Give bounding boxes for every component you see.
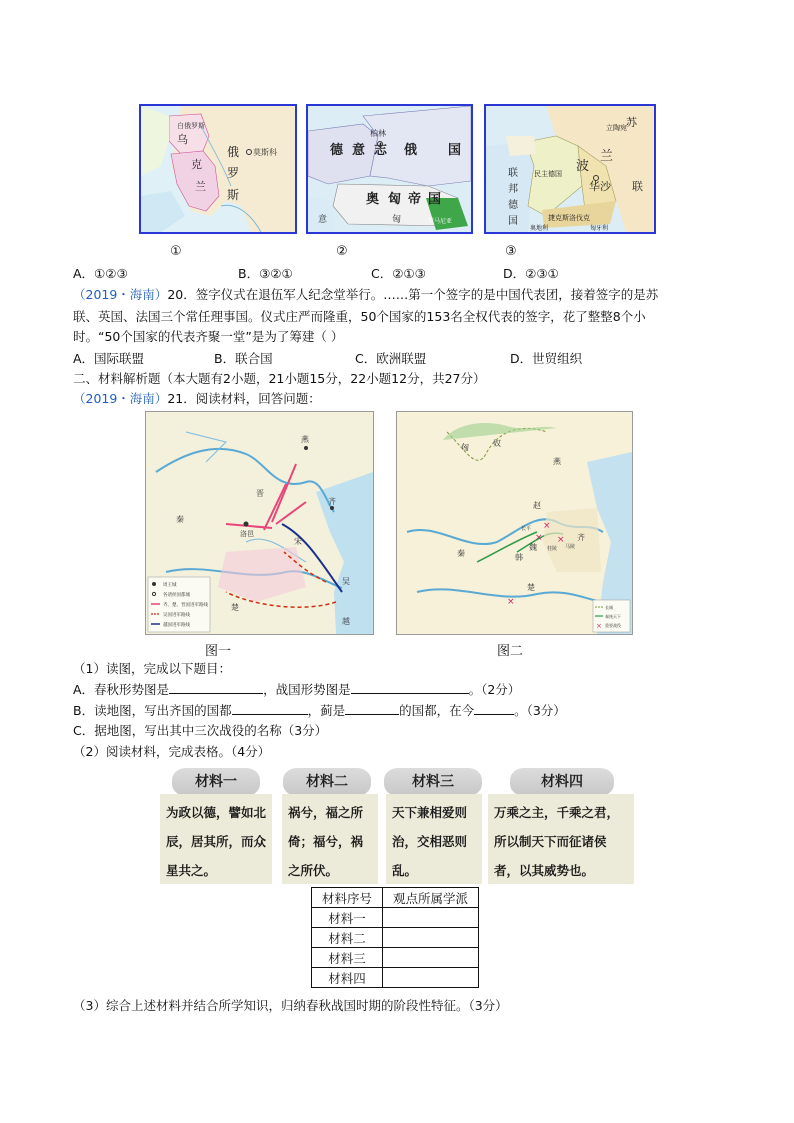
q21-part3: （3）综合上述材料并结合所学知识，归纳春秋战国时期的阶段性特征。（3分） <box>73 998 508 1013</box>
fig2-label-chu: 楚 <box>527 583 535 592</box>
map2-label-berlin: 柏林 <box>370 129 386 138</box>
q21-partA-text2: ，战国形势图是 <box>263 682 351 697</box>
q20-text1: 20．签字仪式在退伍军人纪念堂举行。……第一个签字的是中国代表团，接着签字的是苏 <box>167 287 659 302</box>
map2-label-guo: 国 <box>448 143 462 158</box>
q21-partB-blank1[interactable] <box>232 702 308 715</box>
fig1-legend-0: 周王城 <box>163 583 177 588</box>
fig2-label-han: 韩 <box>515 553 523 562</box>
fig2-legend-0: 长城 <box>605 605 613 610</box>
table-answer-cell[interactable] <box>383 928 479 948</box>
map-wwi-europe <box>306 104 473 234</box>
q20-line2: 联、英国、法国三个常任理事国。仪式庄严而隆重，50个国家的153名全权代表的签字，花了整整8个小 <box>73 309 646 324</box>
q21-partA-blank1[interactable] <box>169 681 263 694</box>
fig1-label-chu: 楚 <box>231 603 239 612</box>
map2-label-di: 帝 <box>408 192 422 207</box>
q20-options <box>73 349 733 367</box>
fig1-label-luoyi: 洛邑 <box>240 530 254 538</box>
fig1-legend-4: 越国进军路线 <box>163 623 190 628</box>
q19-option-c[interactable]: C．②①③ <box>371 266 426 281</box>
table-row <box>312 968 479 988</box>
q21-partB-text3: 的国都，在今 <box>399 703 475 718</box>
fig2-label-maling: 马陵 <box>565 544 576 550</box>
q19-option-d[interactable]: D．②③① <box>503 266 559 281</box>
q21-stem: 21．阅读材料，回答问题： <box>167 391 321 406</box>
q21-part1: （1）读图，完成以下题目： <box>73 661 231 676</box>
table-row-label: 材料三 <box>312 948 383 968</box>
map3-label-czech: 捷克斯洛伐克 <box>548 214 590 222</box>
q20-line1 <box>73 286 658 304</box>
map1-label-luo: 罗 <box>227 166 240 180</box>
map2-marker: ② <box>336 244 348 259</box>
q20-source: （2019・海南） <box>73 287 168 302</box>
fig2-legend-1: 秦统天下 <box>605 614 621 619</box>
fig1-label-jin: 晋 <box>256 489 264 498</box>
map3-label-su: 苏 <box>626 116 637 129</box>
q21-partA-text1: A．春秋形势图是 <box>73 682 170 697</box>
map3-label-lan: 兰 <box>600 149 614 164</box>
map1-label-e: 俄 <box>227 145 240 159</box>
q21-partB-blank3[interactable] <box>474 702 514 715</box>
fig2-label-qin: 秦 <box>457 549 465 558</box>
map2-label-zhi: 志 <box>374 143 388 158</box>
map1-label-si: 斯 <box>227 188 240 202</box>
map2-label-e: 俄 <box>404 143 418 158</box>
table-answer-cell[interactable] <box>383 948 479 968</box>
fig1-label-yue: 越 <box>342 617 350 626</box>
material1-text: 为政以德，譬如北辰，居其所，而众星共之。 <box>160 794 272 884</box>
q21-partB <box>73 702 566 720</box>
fig2-label-yan: 燕 <box>553 457 561 466</box>
fig2-legend-2: 重要战役 <box>605 623 621 628</box>
map3-label-bang: 邦 <box>508 184 518 195</box>
table-row-label: 材料二 <box>312 928 383 948</box>
q20-option-d[interactable]: D．世贸组织 <box>510 351 583 366</box>
fig2-label-guiling: 桂陵 <box>547 546 558 552</box>
map2-label-de: 德 <box>330 143 344 158</box>
table-header-row <box>312 888 479 908</box>
q19-options <box>73 264 733 282</box>
map3-label-gdr: 民主德国 <box>534 170 562 178</box>
map2-label-yi: 意 <box>352 143 366 158</box>
figure1-caption: 图一 <box>205 644 232 659</box>
map3-label-hungary: 匈牙利 <box>590 225 609 232</box>
svg-text:×: × <box>543 521 551 531</box>
fig2-label-zhao: 赵 <box>533 501 541 510</box>
q19-option-b[interactable]: B．③②① <box>238 266 293 281</box>
table-row <box>312 928 479 948</box>
fig1-label-qi: 齐 <box>328 497 336 506</box>
map1-label-ke: 克 <box>191 158 202 171</box>
table-row <box>312 908 479 928</box>
q20-option-b[interactable]: B．联合国 <box>214 351 273 366</box>
table-row-label: 材料四 <box>312 968 383 988</box>
q21-header <box>73 390 321 408</box>
q21-partC: C．据地图，写出其中三次战役的名称（3分） <box>73 723 328 738</box>
fig2-label-wei: 魏 <box>529 543 537 552</box>
fig2-label-nu: 奴 <box>493 439 501 448</box>
map3-label-warsaw: 华沙 <box>589 180 611 193</box>
table-row-label: 材料一 <box>312 908 383 928</box>
figure2-map <box>396 411 633 635</box>
fig1-label-yan: 燕 <box>301 435 309 444</box>
q19-option-a[interactable]: A．①②③ <box>73 266 128 281</box>
map1-label-lan: 兰 <box>195 180 206 193</box>
svg-text:×: × <box>557 535 565 545</box>
q21-partA <box>73 681 520 699</box>
map3-label-de: 德 <box>508 200 518 211</box>
q21-partB-blank2[interactable] <box>345 702 399 715</box>
q21-partA-blank2[interactable] <box>351 681 469 694</box>
fig1-legend-2: 齐、楚、晋国进军路线 <box>163 603 208 608</box>
map3-label-austria: 奥地利 <box>530 225 549 232</box>
q21-partB-text4: 。（3分） <box>514 703 566 718</box>
material2-text: 祸兮，福之所倚；福兮，祸之所伏。 <box>282 794 378 884</box>
svg-text:×: × <box>596 622 602 630</box>
svg-text:×: × <box>535 533 543 543</box>
q21-partA-text3: 。（2分） <box>468 682 521 697</box>
fig1-label-qin: 秦 <box>176 515 184 524</box>
fig1-label-wu: 吴 <box>342 577 350 586</box>
fig1-legend-1: 各诸侯国都城 <box>163 593 190 598</box>
fig2-label-qi: 齐 <box>577 533 585 542</box>
table-header-col2: 观点所属学派 <box>383 888 479 908</box>
section2-heading: 二、材料解析题（本大题有2小题，21小题15分，22小题12分，共27分） <box>73 371 486 386</box>
material4-text: 万乘之主，千乘之君，所以制天下而征诸侯者，以其威势也。 <box>488 794 634 884</box>
map2-label-xiong2: 匈 <box>392 215 402 225</box>
map1-label-wu: 乌 <box>177 133 188 146</box>
map1-label-belarus: 白俄罗斯 <box>177 122 205 130</box>
materials-table <box>311 887 479 988</box>
material1-title: 材料一 <box>172 768 260 796</box>
map-ussr-region <box>139 104 297 234</box>
map3-marker: ③ <box>505 244 517 259</box>
map1-label-moscow: 莫斯科 <box>253 148 277 157</box>
figure1-map <box>145 411 374 635</box>
table-header-col1: 材料序号 <box>312 888 383 908</box>
material3-text: 天下兼相爱则治，交相恶则乱。 <box>386 794 482 884</box>
map3-label-bo: 波 <box>576 159 590 174</box>
map2-label-xiong: 匈 <box>388 192 402 207</box>
map3-label-lithuania: 立陶宛 <box>606 124 627 132</box>
q20-option-a[interactable]: A．国际联盟 <box>73 351 145 366</box>
q21-partB-text2: ，蓟是 <box>307 703 346 718</box>
q21-partB-text1: B．读地图，写出齐国的国都 <box>73 703 232 718</box>
fig2-label-changping: 长平 <box>521 526 532 532</box>
table-answer-cell[interactable] <box>383 968 479 988</box>
fig2-label-xiong: 匈 <box>461 443 469 452</box>
map2-label-guo2: 国 <box>428 192 442 207</box>
material3-title: 材料三 <box>384 768 482 796</box>
table-answer-cell[interactable] <box>383 908 479 928</box>
q20-line3: 时。“50个国家的代表齐聚一堂”是为了筹建（ ） <box>73 329 344 344</box>
fig1-label-song: 宋 <box>294 537 302 546</box>
map2-label-yi2: 意 <box>318 215 328 225</box>
q21-part2: （2）阅读材料，完成表格。（4分） <box>73 744 271 759</box>
fig1-legend-3: 吴国进军路线 <box>163 613 190 618</box>
map2-label-ao: 奥 <box>366 192 380 207</box>
map3-label-lian2: 联 <box>508 168 518 179</box>
material2-title: 材料二 <box>283 768 371 796</box>
figure2-caption: 图二 <box>497 644 524 659</box>
q21-source: （2019・海南） <box>73 391 168 406</box>
svg-text:×: × <box>507 597 515 607</box>
map-ww2-poland <box>484 104 656 234</box>
map3-label-guo: 国 <box>508 216 518 227</box>
map1-marker: ① <box>170 244 182 259</box>
q20-option-c[interactable]: C．欧洲联盟 <box>355 351 427 366</box>
material4-title: 材料四 <box>510 768 614 796</box>
map3-label-lian: 联 <box>632 180 643 193</box>
map2-label-romania: 罗马尼亚 <box>428 218 453 225</box>
table-row <box>312 948 479 968</box>
